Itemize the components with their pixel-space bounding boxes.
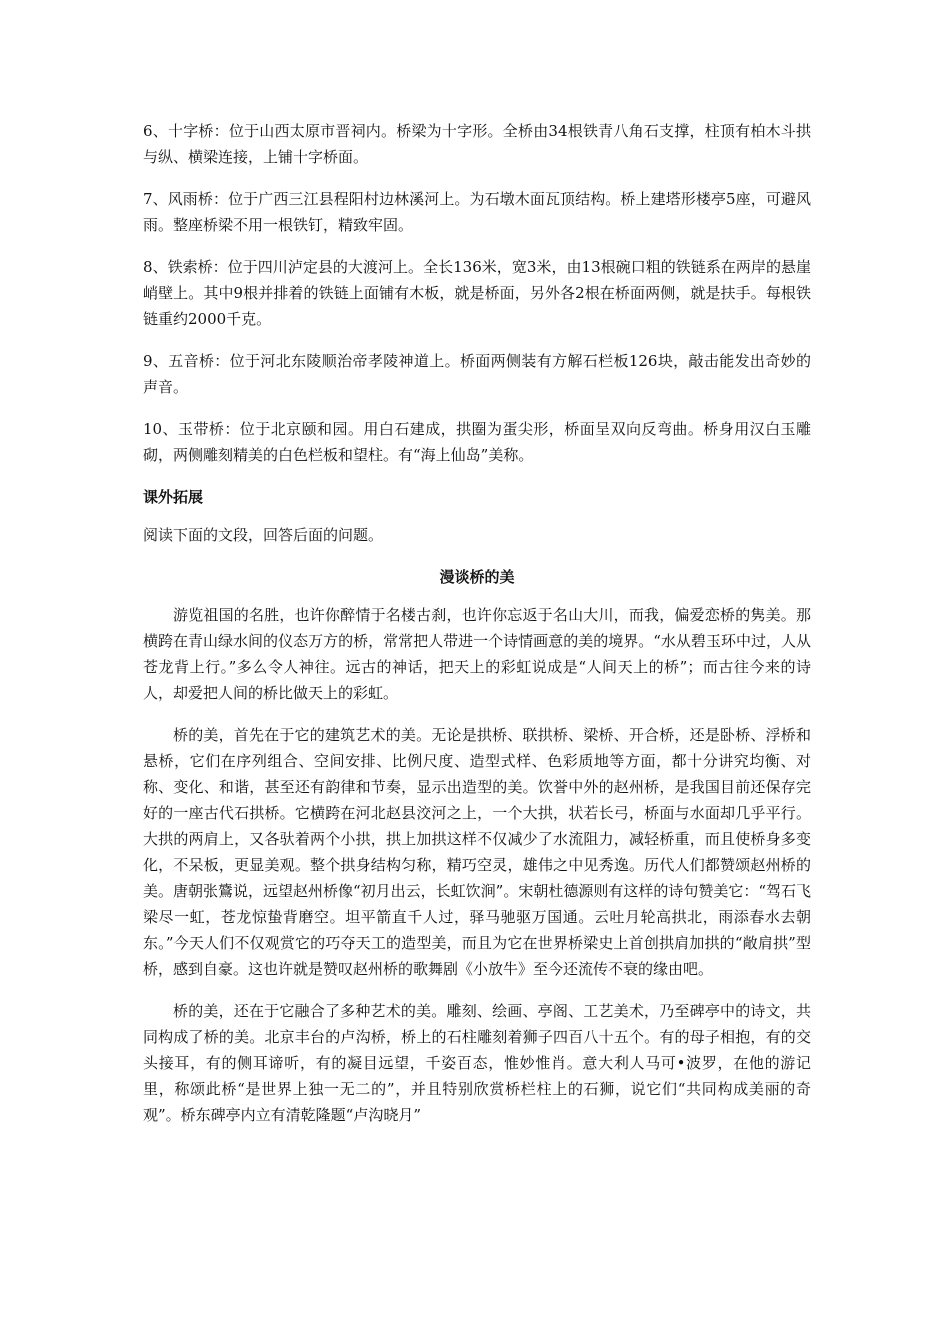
article-paragraph-1: 游览祖国的名胜，也许你醉情于名楼古刹，也许你忘返于名山大川，而我，偏爱恋桥的隽美。那横跨在青山绿水间的仪态万方的桥，常常把人带进一个诗情画意的美的境界。“水从碧玉环中过，人从苍龙背上行。”多么令人神往。远古的神话，把天上的彩虹说成是“人间天上的桥”；而古往今来的诗人，却爱把人间的桥比做天上的彩虹。 (143, 606, 811, 702)
document-page (143, 118, 811, 1144)
section-heading-extension: 课外拓展 (143, 488, 204, 506)
article-title: 漫谈桥的美 (439, 568, 515, 586)
reading-instruction: 阅读下面的文段，回答后面的问题。 (143, 526, 384, 544)
bridge-item-yudai: 10、玉带桥：位于北京颐和园。用白石建成，拱圈为蛋尖形，桥面呈双向反弯曲。桥身用汉白玉雕砌，两侧雕刻精美的白色栏板和望柱。有“海上仙岛”美称。 (143, 420, 811, 464)
bridge-item-shizi: 6、十字桥：位于山西太原市晋祠内。桥梁为十字形。全桥由34根铁青八角石支撑，柱顶有柏木斗拱与纵、横梁连接，上铺十字桥面。 (143, 122, 811, 166)
bridge-item-wuyin: 9、五音桥：位于河北东陵顺治帝孝陵神道上。桥面两侧装有方解石栏板126块，敲击能发出奇妙的声音。 (143, 352, 811, 396)
article-paragraph-3: 桥的美，还在于它融合了多种艺术的美。雕刻、绘画、亭阁、工艺美术，乃至碑亭中的诗文，共同构成了桥的美。北京丰台的卢沟桥，桥上的石柱雕刻着狮子四百八十五个。有的母子相抱，有的交头接耳，有的侧耳谛听，有的凝目远望，千姿百态，惟妙惟肖。意大利人马可•波罗，在他的游记里，称颂此桥“是世界上独一无二的”，并且特别欣赏桥栏柱上的石狮，说它们“共同构成美丽的奇观”。桥东碑亭内立有清乾隆题“卢沟晓月” (143, 1002, 811, 1124)
article-paragraph-2: 桥的美，首先在于它的建筑艺术的美。无论是拱桥、联拱桥、梁桥、开合桥，还是卧桥、浮桥和悬桥，它们在序列组合、空间安排、比例尺度、造型式样、色彩质地等方面，都十分讲究均衡、对称、变化、和谐，甚至还有韵律和节奏，显示出造型的美。饮誉中外的赵州桥，是我国目前还保存完好的一座古代石拱桥。它横跨在河北赵县洨河之上，一个大拱，状若长弓，桥面与水面却几乎平行。大拱的两肩上，又各驮着两个小拱，拱上加拱这样不仅减少了水流阻力，减轻桥重，而且使桥身多变化，不呆板，更显美观。整个拱身结构匀称，精巧空灵，雄伟之中见秀逸。历代人们都赞颂赵州桥的美。唐朝张鷟说，远望赵州桥像“初月出云，长虹饮涧”。宋朝杜德源则有这样的诗句赞美它：“驾石飞梁尽一虹，苍龙惊蛰背磨空。坦平箭直千人过，驿马驰驱万国通。云吐月轮高拱北，雨添春水去朝东。”今天人们不仅观赏它的巧夺天工的造型美，而且为它在世界桥梁史上首创拱肩加拱的“敞肩拱”型桥，感到自豪。这也许就是赞叹赵州桥的歌舞剧《小放牛》至今还流传不衰的缘由吧。 (143, 726, 812, 978)
bridge-item-tiesuo: 8、铁索桥：位于四川泸定县的大渡河上。全长136米，宽3米，由13根碗口粗的铁链系在两岸的悬崖峭壁上。其中9根并排着的铁链上面铺有木板，就是桥面，另外各2根在桥面两侧，就是扶手。每根铁链重约2000千克。 (143, 258, 811, 328)
bridge-item-fengyu: 7、风雨桥：位于广西三江县程阳村边林溪河上。为石墩木面瓦顶结构。桥上建塔形楼亭5座，可避风雨。整座桥梁不用一根铁钉，精致牢固。 (143, 190, 811, 234)
